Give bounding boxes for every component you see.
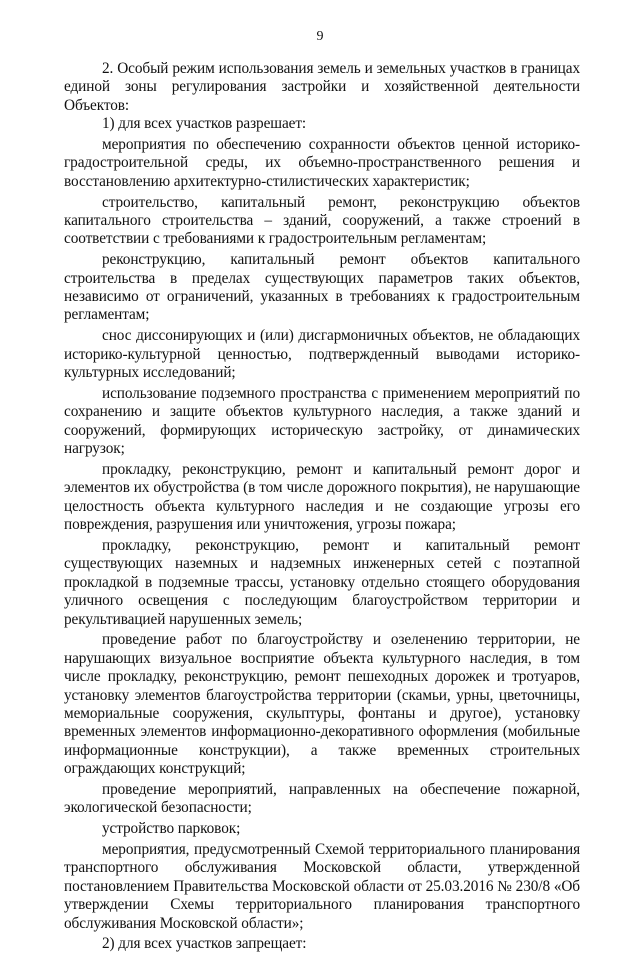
- document-body: [64, 60, 580, 954]
- paragraph-section-2: 2. Особый режим использования земель и земельных участков в границах единой зоны регулирования застройки и хозяйственной деятельности Объектов:: [64, 60, 580, 114]
- paragraph: проведение мероприятий, направленных на обеспечение пожарной, экологической безопасности;: [64, 780, 580, 817]
- paragraph: проведение работ по благоустройству и озеленению территории, не нарушающих визуальное восприятие объекта культурного наследия, в том числе прокладку, реконструкцию, ремонт пешеходных дорожек и тротуаров, установку элементов благоустройства территории (скамьи, урны, цветочницы, мемориальные сооружения, скульптуры, фонтаны и другое), установку временных элементов информационно-декоративного оформления (мобильные информационные конструкции), а также временных строительных ограждающих конструкций;: [64, 631, 580, 778]
- paragraph: использование подземного пространства с применением мероприятий по сохранению и защите объектов культурного наследия, а также зданий и сооружений, формирующих историческую застройку, от динамических нагрузок;: [64, 384, 580, 458]
- paragraph: снос диссонирующих и (или) дисгармоничных объектов, не обладающих историко-культурной ценностью, подтвержденный выводами историко-культурных исследований;: [64, 327, 580, 382]
- paragraph: устройство парковок;: [102, 820, 241, 838]
- paragraph: реконструкцию, капитальный ремонт объектов капитального строительства в пределах существующих параметров таких объектов, независимо от ограничений, указанных в требованиях к градостроительным регламентам;: [64, 251, 580, 324]
- page-number: 9: [316, 29, 324, 44]
- paragraph-item-2-header: 2) для всех участков запрещает:: [102, 935, 307, 953]
- paragraph-item-1-header: 1) для всех участков разрешает:: [102, 115, 307, 133]
- paragraph: прокладку, реконструкцию, ремонт и капитальный ремонт существующих наземных и надземных инженерных сетей с поэтапной прокладкой в подземные трассы, установку отдельно стоящего оборудования уличного освещения с последующим благоустройством территории и рекультивацией нарушенных земель;: [64, 536, 580, 628]
- paragraph: мероприятия по обеспечению сохранности объектов ценной историко-градостроительной среды, их объемно-пространственного решения и восстановлению архитектурно-стилистических характеристик;: [64, 136, 580, 190]
- paragraph: мероприятия, предусмотренный Схемой территориального планирования транспортного обслуживания Московской области, утвержденной постановлением Правительства Московской области от 25.03.2016 № 230/8 «Об утверждении Схемы территориального планирования транспортного обслуживания Московской области»;: [64, 840, 580, 932]
- paragraph: строительство, капитальный ремонт, реконструкцию объектов капитального строительства – зданий, сооружений, а также строений в соответствии с требованиями к градостроительным регламентам;: [64, 193, 580, 248]
- paragraph: прокладку, реконструкцию, ремонт и капитальный ремонт дорог и элементов их обустройства (в том числе дорожного покрытия), не нарушающие целостность объекта культурного наследия и не создающие угрозы его повреждения, разрушения или уничтожения, угрозы пожара;: [64, 460, 580, 534]
